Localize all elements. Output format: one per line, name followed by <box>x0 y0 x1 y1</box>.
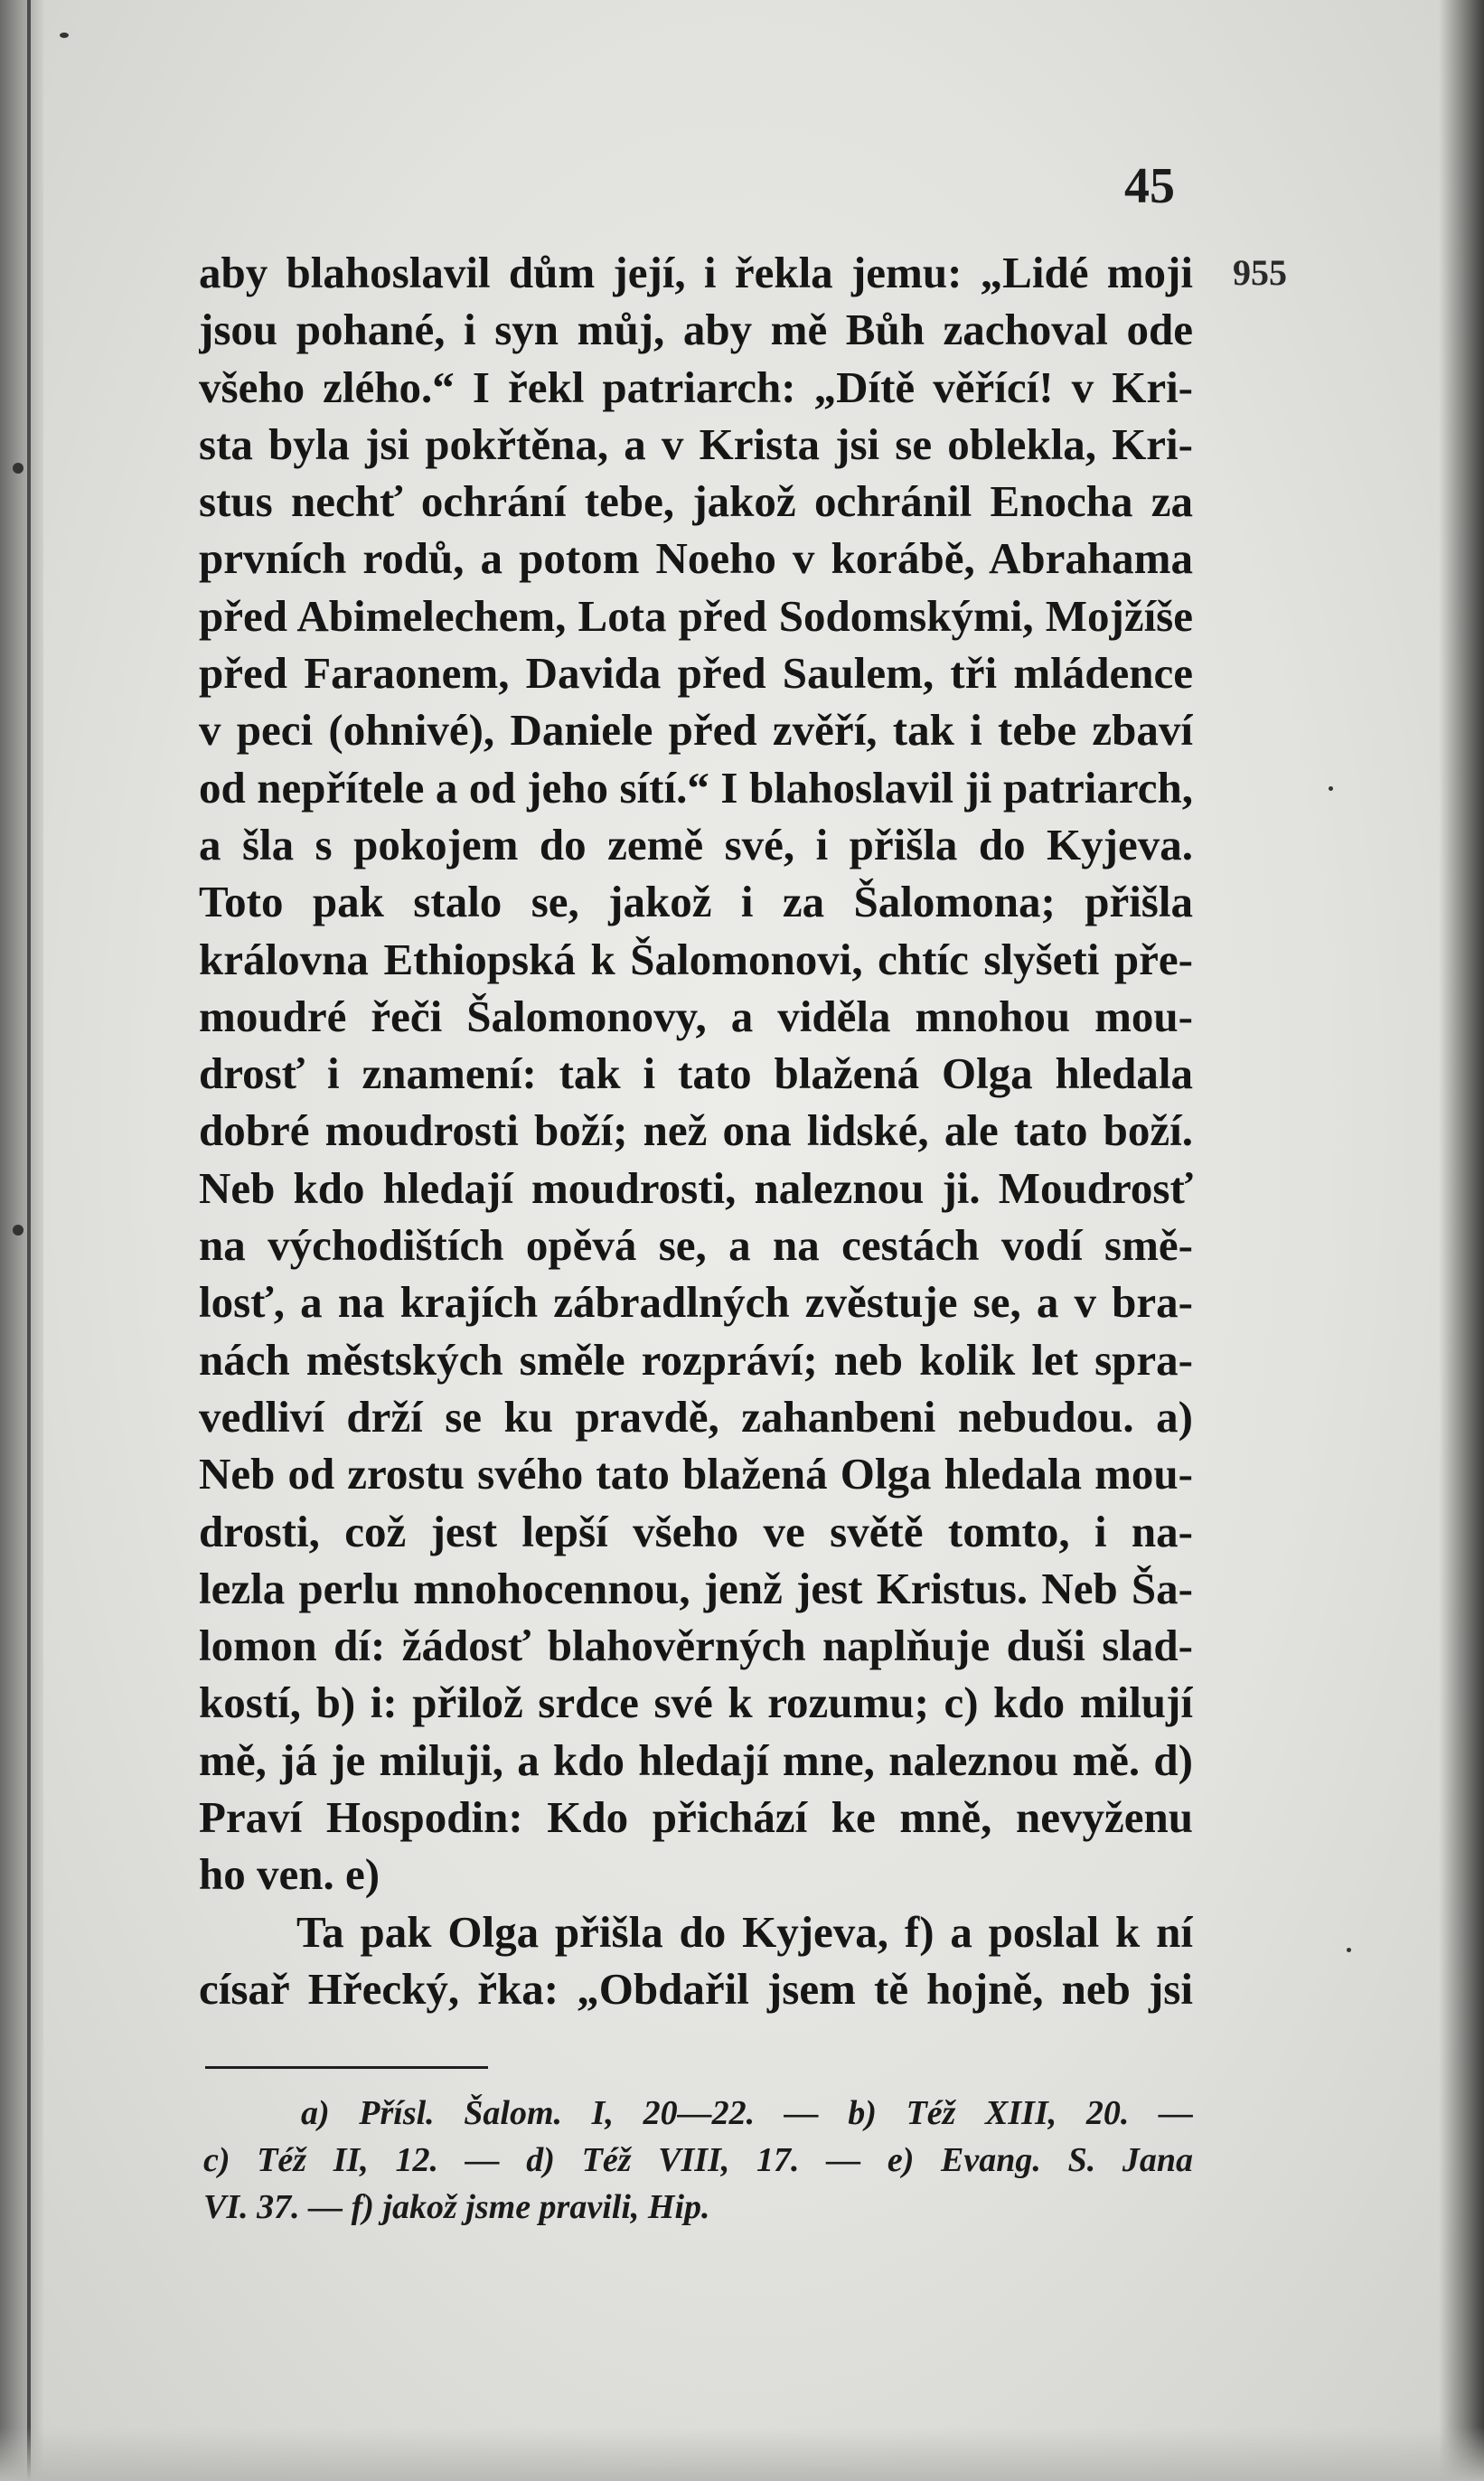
page-number: 45 <box>1124 158 1175 214</box>
ink-speck <box>13 463 23 474</box>
text-line: na východištích opěvá se, a na cestách vodí smě- <box>199 1220 1193 1271</box>
text-line: sta byla jsi pokřtěna, a v Krista jsi se oblekla, Kri- <box>199 418 1193 469</box>
footnote-line: VI. 37. — f) jakož jsme pravili, Hip. <box>203 2188 710 2226</box>
text-line: nách městských směle rozpráví; neb kolik let spra- <box>199 1334 1193 1385</box>
paragraph-line: Ta pak Olga přišla do Kyjeva, f) a poslal k ní <box>296 1906 1193 1957</box>
footnotes <box>203 2090 1193 2231</box>
text-line: lezla perlu mnohocennou, jenž jest Kristus. Neb Ša- <box>199 1563 1193 1613</box>
bottom-edge-shadow <box>0 2427 1484 2481</box>
text-line: losť, a na krajích zábradlných zvěstuje se, a v bra- <box>199 1277 1193 1328</box>
main-text <box>199 244 1193 2017</box>
text-line: a šla s pokojem do země své, i přišla do Kyjeva. <box>199 819 1193 869</box>
book-gutter-shadow <box>0 0 43 2481</box>
text-line: moudré řeči Šalomonovy, a viděla mnohou mou- <box>199 991 1193 1041</box>
text-line: drosť i znamení: tak i tato blažená Olga hledala <box>199 1048 1193 1099</box>
text-line: lomon dí: žádosť blahověrných naplňuje duši slad- <box>199 1621 1193 1671</box>
margin-line-number: 955 <box>1233 252 1287 293</box>
ink-speck <box>13 1225 23 1236</box>
paragraph-line: císař Hřecký, řka: „Obdařil jsem tě hojně, neb jsi <box>199 1963 1193 2014</box>
ink-speck <box>60 33 69 38</box>
footnote-rule <box>205 2066 488 2069</box>
text-line: stus nechť ochrání tebe, jakož ochránil Enocha za <box>199 476 1193 527</box>
text-line: v peci (ohnivé), Daniele před zvěří, tak i tebe zbaví <box>199 705 1193 756</box>
book-fold-line <box>27 0 31 2481</box>
text-line: jsou pohané, i syn můj, aby mě Bůh zachoval ode <box>199 305 1193 355</box>
text-line: Toto pak stalo se, jakož i za Šalomona; přišla <box>199 877 1193 927</box>
text-line: Praví Hospodin: Kdo přichází ke mně, nevyženu <box>199 1792 1193 1843</box>
text-line: Neb kdo hledají moudrosti, naleznou ji. Moudrosť <box>199 1162 1193 1213</box>
text-line: před Faraonem, Davida před Saulem, tři mládence <box>199 648 1193 699</box>
ink-speck <box>1347 1948 1351 1952</box>
text-line: od nepřítele a od jeho sítí.“ I blahoslavil ji patriarch, <box>199 762 1193 813</box>
text-line: mě, já je miluji, a kdo hledají mne, naleznou mě. d) <box>199 1734 1193 1785</box>
footnote-line: c) Též II, 12. — d) Též VIII, 17. — e) Evang. S. Jana <box>203 2141 1193 2179</box>
page-edge-shadow <box>1439 0 1484 2481</box>
text-line: vedliví drží se ku pravdě, zahanbeni nebudou. a) <box>199 1391 1193 1442</box>
ink-speck <box>1329 786 1333 791</box>
text-line: prvních rodů, a potom Noeho v korábě, Abrahama <box>199 533 1193 584</box>
text-line: královna Ethiopská k Šalomonovi, chtíc slyšeti pře- <box>199 934 1193 984</box>
text-line: kostí, b) i: přilož srdce své k rozumu; c) kdo milují <box>199 1677 1193 1728</box>
text-line: aby blahoslavil dům její, i řekla jemu: „Lidé moji <box>199 248 1193 297</box>
text-line: drosti, což jest lepší všeho ve světě tomto, i na- <box>199 1506 1193 1556</box>
text-line: před Abimelechem, Lota před Sodomskými, Mojžíše <box>199 590 1193 641</box>
text-line: Neb od zrostu svého tato blažená Olga hledala mou- <box>199 1449 1193 1499</box>
text-line: všeho zlého.“ I řekl patriarch: „Dítě věřící! v Kri- <box>199 362 1193 412</box>
text-line: ho ven. e) <box>199 1849 380 1900</box>
text-line: dobré moudrosti boží; než ona lidské, ale tato boží. <box>199 1105 1193 1156</box>
footnote-line: a) Přísl. Šalom. I, 20—22. — b) Též XIII, 20. — <box>301 2094 1193 2132</box>
